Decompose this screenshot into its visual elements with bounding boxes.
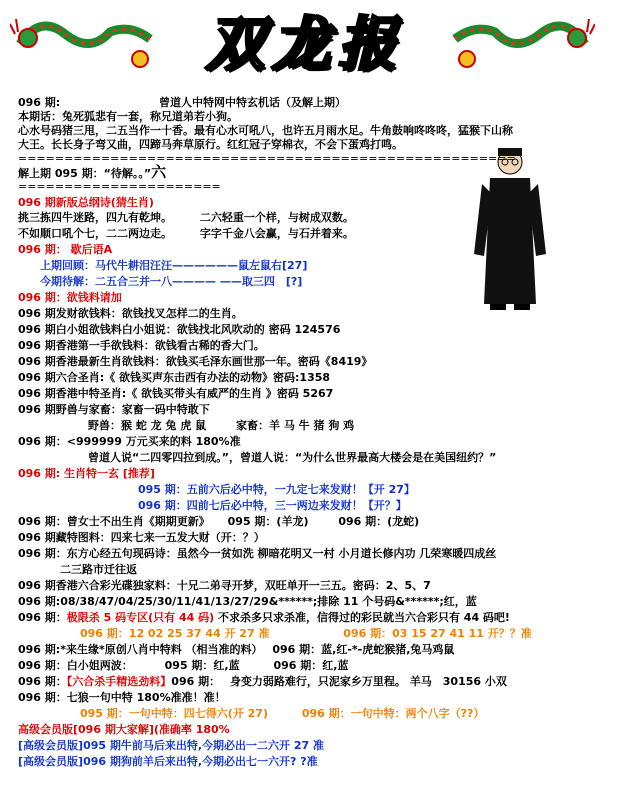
dragon-right-icon bbox=[445, 4, 595, 74]
riddle-review: 上期回顾：马代牛耕泪汪汪——————鼠左鼠右[27] bbox=[40, 259, 308, 272]
clue-line: 096 期香港第一手欲钱料：欲钱看古稀的香大门。 bbox=[18, 339, 265, 352]
prediction-line: 095 期：五前六后必中特，一九定七来发财！【开 27】 bbox=[138, 483, 415, 496]
clue-line: 096 期发财欲钱料：欲钱找叉怎样二的生肖。 bbox=[18, 307, 243, 320]
clue-line: 096 期：【六合杀手精选劲料】096 期： 身变力弱路难行，只泥家乡万里程。 羊马 30156 小双 bbox=[18, 675, 507, 688]
prediction-line: 096 期：四前七后必中特，三一两边来发财！【开？】 bbox=[138, 499, 407, 512]
line-topic: 本期话：兔死狐悲有一套，称兄道弟若小狗。 bbox=[18, 110, 238, 123]
animal-groups: 野兽：猴 蛇 龙 兔 虎 鼠 家畜：羊 马 牛 猪 狗 鸡 bbox=[88, 419, 355, 432]
member-line: [高级会员版]095 期牛前马后来出特,今期必出一二六开 27 准 bbox=[18, 739, 324, 752]
clue-line: 096 期：七狼一句中特 180%准准！准！ bbox=[18, 691, 226, 704]
section-title: 096 期新版总纲诗(猜生肖) bbox=[18, 196, 154, 209]
clue-line: 096 期：白小姐两波： 095 期：红,蓝 096 期：红,蓝 bbox=[18, 659, 349, 672]
clue-line: 096 期：极限杀 5 码专区(只有 44 码) 不求杀多只求杀准，信得过的彩民就当六合彩只有 44 码吧! bbox=[18, 611, 510, 624]
clue-line: 096 期:08/38/47/04/25/30/11/41/13/27/29&******;排除 11 个号码&******;红，蓝 bbox=[18, 595, 477, 608]
clue-line: 096 期：曾女士不出生肖《期期更新》 095 期：(羊龙) 096 期：(龙蛇) bbox=[18, 515, 420, 528]
member-line: [高级会员版]096 期狗前羊后来出特,今期必出七一六开? ?准 bbox=[18, 755, 318, 768]
clue-line: 096 期藏特图料：四来七来一五发大财（开：？） bbox=[18, 531, 265, 544]
divider: ====================================================== bbox=[18, 152, 516, 165]
line-last-answer: 解上期 095 期：“待解。。”六 bbox=[18, 163, 167, 181]
section-title: 096 期: 生肖特一玄 [推荐] bbox=[18, 467, 155, 480]
clue-line: 096 期香港六合彩光碟独家料：十兄二弟寻开梦，双旺单开一三五。密码：2、5、7 bbox=[18, 579, 431, 592]
clue-line: 096 期香港中特圣肖:《 欲钱买带头有威严的生肖 》密码 5267 bbox=[18, 387, 334, 400]
line-intro: 096 期: 曾道人中特网中特玄机话（及解上期） bbox=[18, 96, 347, 109]
divider: ====================== bbox=[18, 180, 221, 193]
line-poem-1: 心水号码猪三甩，二五当作一十香。最有心水可吼八，也许五月雨水足。牛角鼓响咚咚咚，猛猴下山称 bbox=[18, 124, 513, 137]
dragon-left-icon bbox=[10, 4, 160, 74]
clue-line: 096 期香港最新生肖欲钱料：欲钱买毛泽东画世那一年。密码《8419》 bbox=[18, 355, 373, 368]
section-title: 096 期： 歇后语A bbox=[18, 243, 113, 256]
one-sentence-line: 095 期：一句中特：四七得六(开 27) 096 期：一句中特：两个八字（??） bbox=[80, 707, 485, 720]
line-poem-2: 大王。长长身子弯又曲，四蹄马奔草原行。红红冠子穿棉衣，不会下蛋鸡打鸣。 bbox=[18, 138, 403, 151]
title-art: 双龙报 bbox=[205, 10, 404, 78]
poem-line: 不如顺口吼个七，二二两边走。 字字千金八会赢，与石并着来。 bbox=[18, 227, 354, 240]
clue-line: 096 期：东方心经五句现码诗：虽然今一贫如洗 柳暗花明又一村 小月道长修内功 几荣寒暖四成丝 bbox=[18, 547, 497, 560]
portrait-figure-icon bbox=[470, 144, 550, 314]
member-title: 高级会员版[096 期大家解](准确率 180% bbox=[18, 723, 230, 736]
clue-line: 曾道人说“二四零四拉到成。”，曾道人说：“为什么世界最高大楼会是在美国纽约？” bbox=[88, 451, 497, 464]
riddle-today: 今期待解：二五合三并一八———— ——取三四 [?] bbox=[40, 275, 303, 288]
clue-line: 二三路市迁往返 bbox=[60, 563, 137, 576]
poem-line: 挑三拣四牛迷路，四九有乾坤。 二六轻重一个样，与树成双数。 bbox=[18, 211, 354, 224]
clue-line: 096 期野兽与家畜：家畜一码中特敢下 bbox=[18, 403, 210, 416]
clue-line: 096 期六合圣肖:《 欲钱买声东击西有办法的动物》密码:1358 bbox=[18, 371, 331, 384]
header-banner bbox=[0, 0, 617, 95]
number-line: 096 期：12 02 25 37 44 开 27 准 096 期：03 15 27 41 11 开？？准 bbox=[80, 627, 532, 640]
section-title: 096 期：欲钱料请加 bbox=[18, 291, 122, 304]
clue-line: 096 期:*来生缘*原创八肖中特料 （相当准的料） 096 期：蓝,红-*-虎蛇猴猪,兔马鸡鼠 bbox=[18, 643, 455, 656]
clue-line: 096 期：<999999 万元买来的料 180%准 bbox=[18, 435, 241, 448]
clue-line: 096 期白小姐欲钱料白小姐说：欲钱找北风吹动的 密码 124576 bbox=[18, 323, 341, 336]
